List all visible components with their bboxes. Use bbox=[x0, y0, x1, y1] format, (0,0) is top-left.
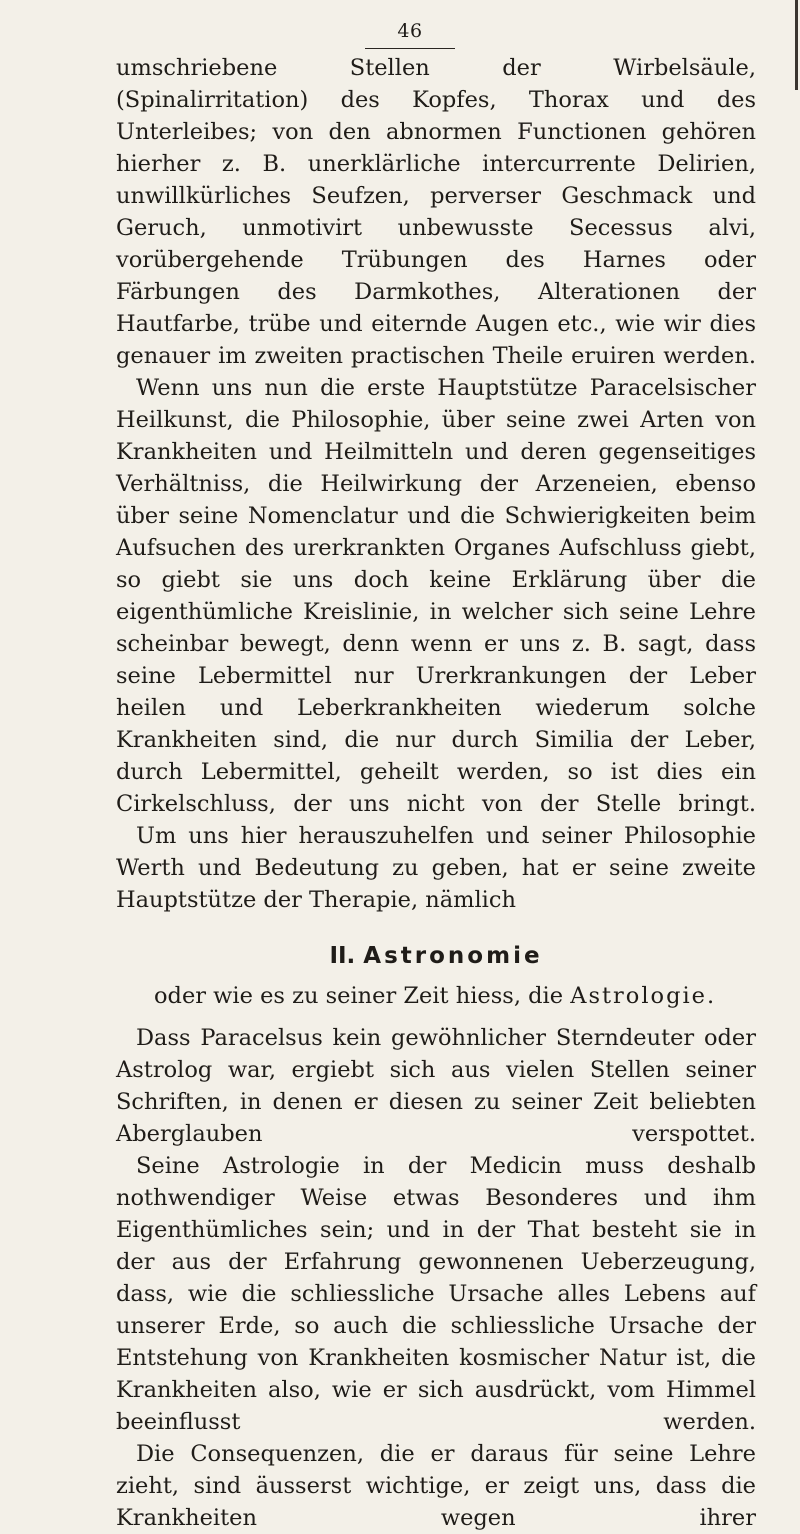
section-heading bbox=[116, 940, 756, 972]
paragraph-transition: Um uns hier herauszuhelfen und seiner Philosophie Werth und Bedeutung zu geben, hat er seine zweite Hauptstütze der Therapie, nämlich bbox=[116, 823, 756, 913]
paragraph-consequences: Die Consequenzen, die er daraus für seine Lehre zieht, sind äusserst wichtige, er zeigt uns, dass die Krankheiten wegen ihrer bbox=[116, 1441, 756, 1531]
paragraph-astrology-medicine: Seine Astrologie in der Medicin muss deshalb nothwendiger Weise etwas Besonderes und ihm Eigenthümliches sein; und in der That besteht sie in der aus der Erfahrung gewonnenen Ueberzeugung, dass, wie die schliessliche Ursache alles Lebens auf unserer Erde, so auch die schliessliche Ursache der Entstehung von Krankheiten kosmischer Natur ist, die Krankheiten also, wie er sich ausdrückt, vom Himmel beeinflusst werden. bbox=[116, 1153, 756, 1435]
paragraph-astrolog: Dass Paracelsus kein gewöhnlicher Sterndeuter oder Astrolog war, ergiebt sich aus vielen Stellen seiner Schriften, in denen er diesen zu seiner Zeit beliebten Aberglauben verspottet. bbox=[116, 1025, 756, 1147]
subtitle-prefix: oder wie es zu seiner Zeit hiess, die bbox=[154, 983, 564, 1009]
subtitle-term: Astrologie. bbox=[570, 983, 717, 1009]
paragraph-philosophy: Wenn uns nun die erste Hauptstütze Paracelsischer Heilkunst, die Philosophie, über seine zwei Arten von Krankheiten und Heilmitteln und deren gegenseitiges Verhältniss, die Heilwirkung der Arzeneien, ebenso über seine Nomenclatur und die Schwierigkeiten beim Aufsuchen des urerkrankten Organes Aufschluss giebt, so giebt sie uns doch keine Erklärung über die eigenthümliche Kreislinie, in welcher sich seine Lehre scheinbar bewegt, denn wenn er uns z. B. sagt, dass seine Lebermittel nur Urerkrankungen der Leber heilen und Leberkrankheiten wiederum solche Krankheiten sind, die nur durch Similia der Leber, durch Lebermittel, geheilt werden, so ist dies ein Cirkelschluss, der uns nicht von der Stelle bringt. bbox=[116, 375, 756, 817]
paragraph-continuation: umschriebene Stellen der Wirbelsäule, (Spinalirritation) des Kopfes, Thorax und des Unterleibes; von den abnormen Functionen gehören hierher z. B. unerklärliche intercurrente Delirien, unwillkürliches Seufzen, perverser Geschmack und Geruch, unmotivirt unbewusste Secessus alvi, vorübergehende Trübungen des Harnes oder Färbungen des Darmkothes, Alterationen der Hautfarbe, trübe und eiternde Augen etc., wie wir dies genauer im zweiten practischen Theile eruiren werden. bbox=[116, 55, 756, 369]
page-edge-shadow bbox=[795, 0, 798, 90]
header-rule bbox=[365, 48, 455, 49]
section-numeral: II. bbox=[329, 943, 356, 969]
section-subtitle bbox=[116, 980, 756, 1012]
body-text bbox=[116, 52, 756, 1534]
page-number: 46 bbox=[397, 20, 423, 42]
section-title: Astronomie bbox=[363, 943, 543, 969]
